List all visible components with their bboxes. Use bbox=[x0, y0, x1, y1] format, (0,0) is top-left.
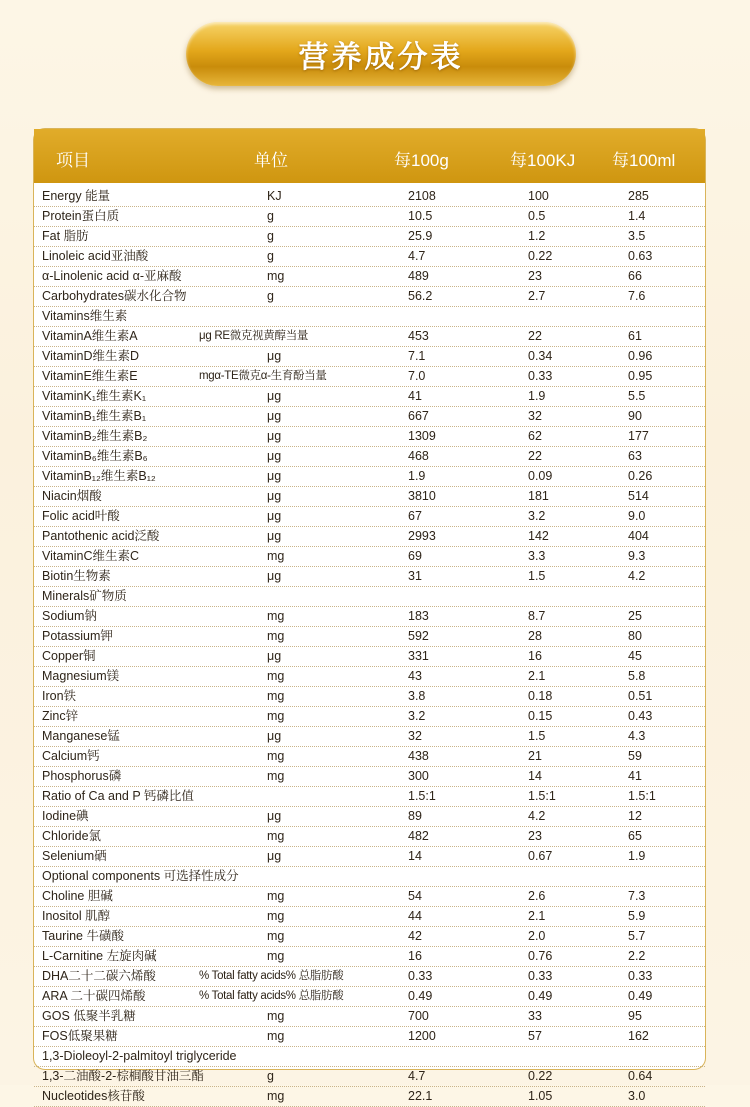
row-name: Zinc锌 bbox=[42, 709, 79, 723]
row-per-100g: 31 bbox=[408, 569, 422, 583]
row-per-100g: 331 bbox=[408, 649, 429, 663]
row-per-100g: 44 bbox=[408, 909, 422, 923]
row-name: ARA 二十碳四烯酸 bbox=[42, 989, 146, 1003]
row-name: VitaminK₁维生素K₁ bbox=[42, 389, 147, 403]
row-unit: mgα-TE微克α-生育酚当量 bbox=[199, 370, 327, 382]
row-per-100g: 2108 bbox=[408, 189, 436, 203]
row-unit: μg bbox=[267, 509, 282, 523]
row-per-100g: 41 bbox=[408, 389, 422, 403]
row-per-100kj: 181 bbox=[528, 489, 549, 503]
table-row bbox=[34, 907, 705, 927]
row-per-100ml: 3.5 bbox=[628, 229, 646, 243]
row-name: Phosphorus磷 bbox=[42, 769, 122, 783]
row-per-100g: 667 bbox=[408, 409, 429, 423]
row-per-100ml: 1.9 bbox=[628, 849, 646, 863]
row-per-100kj: 1.9 bbox=[528, 389, 546, 403]
row-name: Choline 胆碱 bbox=[42, 889, 113, 903]
row-per-100ml: 95 bbox=[628, 1009, 642, 1023]
row-name: α-Linolenic acid α-亚麻酸 bbox=[42, 269, 182, 283]
row-per-100ml: 285 bbox=[628, 189, 649, 203]
row-unit: μg RE微克视黄醇当量 bbox=[199, 330, 309, 342]
row-per-100g: 1.5:1 bbox=[408, 789, 436, 803]
row-unit: mg bbox=[267, 1089, 285, 1103]
row-name: 1,3-Dioleoyl-2-palmitoyl triglyceride bbox=[42, 1049, 237, 1063]
row-per-100g: 468 bbox=[408, 449, 429, 463]
table-row bbox=[34, 247, 705, 267]
row-per-100kj: 0.5 bbox=[528, 209, 546, 223]
row-per-100g: 3.8 bbox=[408, 689, 426, 703]
row-per-100g: 3.2 bbox=[408, 709, 426, 723]
row-per-100kj: 1.5 bbox=[528, 569, 546, 583]
table-row bbox=[34, 927, 705, 947]
table-row bbox=[34, 867, 705, 887]
header-unit: 单位 bbox=[254, 151, 288, 170]
row-per-100ml: 5.8 bbox=[628, 669, 646, 683]
row-per-100kj: 4.2 bbox=[528, 809, 546, 823]
row-per-100kj: 0.33 bbox=[528, 969, 553, 983]
row-per-100kj: 33 bbox=[528, 1009, 542, 1023]
row-per-100kj: 22 bbox=[528, 449, 542, 463]
table-row bbox=[34, 747, 705, 767]
row-per-100ml: 4.3 bbox=[628, 729, 646, 743]
row-per-100g: 4.7 bbox=[408, 249, 426, 263]
row-per-100kj: 2.0 bbox=[528, 929, 546, 943]
header-per-100kj: 每100KJ bbox=[510, 151, 576, 170]
row-name: Niacin烟酸 bbox=[42, 489, 102, 503]
row-per-100ml: 2.2 bbox=[628, 949, 646, 963]
row-name: Nucleotides核苷酸 bbox=[42, 1089, 145, 1103]
header-per-100g: 每100g bbox=[394, 151, 449, 170]
row-per-100kj: 3.2 bbox=[528, 509, 546, 523]
page-title: 营养成分表 bbox=[298, 41, 464, 74]
row-per-100kj: 2.7 bbox=[528, 289, 546, 303]
table-row bbox=[34, 727, 705, 747]
table-row bbox=[34, 507, 705, 527]
row-per-100g: 89 bbox=[408, 809, 422, 823]
row-per-100g: 2993 bbox=[408, 529, 436, 543]
row-name: VitaminA维生素A bbox=[42, 329, 138, 343]
row-per-100ml: 5.7 bbox=[628, 929, 646, 943]
table-row bbox=[34, 447, 705, 467]
table-row bbox=[34, 767, 705, 787]
table-row bbox=[34, 627, 705, 647]
row-name: Magnesium镁 bbox=[42, 669, 120, 683]
row-per-100g: 4.7 bbox=[408, 1069, 426, 1083]
row-per-100kj: 0.76 bbox=[528, 949, 553, 963]
row-per-100ml: 12 bbox=[628, 809, 642, 823]
table-row bbox=[34, 607, 705, 627]
row-name: VitaminB₆维生素B₆ bbox=[42, 449, 148, 463]
row-unit: μg bbox=[267, 409, 282, 423]
table-row bbox=[34, 467, 705, 487]
row-per-100ml: 7.3 bbox=[628, 889, 646, 903]
table-row bbox=[34, 847, 705, 867]
row-per-100kj: 1.05 bbox=[528, 1089, 553, 1103]
row-per-100kj: 22 bbox=[528, 329, 542, 343]
row-per-100kj: 0.09 bbox=[528, 469, 553, 483]
row-per-100kj: 1.5:1 bbox=[528, 789, 556, 803]
row-per-100kj: 2.6 bbox=[528, 889, 546, 903]
row-name: VitaminB₁₂维生素B₁₂ bbox=[42, 469, 156, 483]
row-unit: μg bbox=[267, 429, 282, 443]
row-per-100g: 0.33 bbox=[408, 969, 433, 983]
row-per-100g: 42 bbox=[408, 929, 422, 943]
row-per-100kj: 2.1 bbox=[528, 909, 546, 923]
row-name: Calcium钙 bbox=[42, 749, 100, 763]
table-row bbox=[34, 407, 705, 427]
header-per-100ml: 每100ml bbox=[612, 151, 676, 170]
row-name: Selenium硒 bbox=[42, 849, 107, 863]
row-per-100ml: 65 bbox=[628, 829, 642, 843]
row-per-100ml: 1.5:1 bbox=[628, 789, 656, 803]
row-per-100ml: 80 bbox=[628, 629, 642, 643]
row-unit: mg bbox=[267, 609, 285, 623]
row-unit: mg bbox=[267, 269, 285, 283]
row-per-100kj: 100 bbox=[528, 189, 549, 203]
row-unit: mg bbox=[267, 929, 285, 943]
row-name: Iodine碘 bbox=[42, 809, 89, 823]
row-per-100g: 3810 bbox=[408, 489, 436, 503]
row-unit: g bbox=[267, 229, 274, 243]
row-per-100ml: 0.96 bbox=[628, 349, 653, 363]
row-unit: μg bbox=[267, 529, 282, 543]
row-per-100ml: 0.64 bbox=[628, 1069, 653, 1083]
row-unit: mg bbox=[267, 769, 285, 783]
table-row bbox=[34, 707, 705, 727]
header-item: 项目 bbox=[56, 151, 90, 170]
row-name: Vitamins维生素 bbox=[42, 309, 128, 323]
row-per-100kj: 0.18 bbox=[528, 689, 553, 703]
row-per-100ml: 0.26 bbox=[628, 469, 653, 483]
table-header bbox=[34, 129, 705, 183]
row-unit: μg bbox=[267, 849, 282, 863]
row-per-100g: 1.9 bbox=[408, 469, 426, 483]
row-name: Taurine 牛磺酸 bbox=[42, 929, 124, 943]
row-per-100kj: 8.7 bbox=[528, 609, 546, 623]
row-name: Optional components 可选择性成分 bbox=[42, 869, 239, 883]
row-per-100kj: 28 bbox=[528, 629, 542, 643]
row-unit: μg bbox=[267, 809, 282, 823]
table-row bbox=[34, 1007, 705, 1027]
table-row bbox=[34, 587, 705, 607]
row-unit: mg bbox=[267, 689, 285, 703]
table-row bbox=[34, 227, 705, 247]
row-per-100g: 43 bbox=[408, 669, 422, 683]
row-unit: % Total fatty acids% 总脂肪酸 bbox=[199, 990, 344, 1002]
row-unit: mg bbox=[267, 949, 285, 963]
row-per-100g: 54 bbox=[408, 889, 422, 903]
row-per-100g: 592 bbox=[408, 629, 429, 643]
row-per-100ml: 0.63 bbox=[628, 249, 653, 263]
row-name: VitaminB₂维生素B₂ bbox=[42, 429, 148, 443]
row-name: VitaminD维生素D bbox=[42, 349, 140, 363]
row-unit: μg bbox=[267, 449, 282, 463]
row-unit: mg bbox=[267, 629, 285, 643]
row-name: VitaminE维生素E bbox=[42, 369, 138, 383]
row-per-100g: 69 bbox=[408, 549, 422, 563]
table-row bbox=[34, 947, 705, 967]
row-per-100ml: 4.2 bbox=[628, 569, 646, 583]
row-name: VitaminB₁维生素B₁ bbox=[42, 409, 147, 423]
row-unit: mg bbox=[267, 829, 285, 843]
table-body bbox=[34, 183, 705, 1107]
row-per-100ml: 5.5 bbox=[628, 389, 646, 403]
row-unit: % Total fatty acids% 总脂肪酸 bbox=[199, 970, 344, 982]
row-name: Manganese锰 bbox=[42, 729, 120, 743]
row-unit: mg bbox=[267, 889, 285, 903]
row-name: Biotin生物素 bbox=[42, 569, 111, 583]
table-row bbox=[34, 267, 705, 287]
row-per-100g: 22.1 bbox=[408, 1089, 433, 1103]
row-per-100g: 482 bbox=[408, 829, 429, 843]
table-row bbox=[34, 887, 705, 907]
row-per-100g: 56.2 bbox=[408, 289, 433, 303]
row-per-100ml: 404 bbox=[628, 529, 649, 543]
row-per-100ml: 0.33 bbox=[628, 969, 653, 983]
row-name: L-Carnitine 左旋肉碱 bbox=[42, 949, 157, 963]
row-per-100kj: 2.1 bbox=[528, 669, 546, 683]
row-per-100g: 32 bbox=[408, 729, 422, 743]
table-row bbox=[34, 1027, 705, 1047]
row-unit: g bbox=[267, 289, 274, 303]
row-unit: g bbox=[267, 249, 274, 263]
row-unit: μg bbox=[267, 389, 282, 403]
row-per-100kj: 21 bbox=[528, 749, 542, 763]
row-per-100kj: 0.49 bbox=[528, 989, 553, 1003]
row-per-100g: 183 bbox=[408, 609, 429, 623]
table-row bbox=[34, 387, 705, 407]
row-name: Fat 脂肪 bbox=[42, 229, 89, 243]
row-per-100ml: 0.95 bbox=[628, 369, 653, 383]
row-per-100g: 10.5 bbox=[408, 209, 433, 223]
row-name: FOS低聚果糖 bbox=[42, 1029, 118, 1043]
row-per-100g: 14 bbox=[408, 849, 422, 863]
row-name: Protein蛋白质 bbox=[42, 209, 120, 223]
row-per-100ml: 0.51 bbox=[628, 689, 653, 703]
row-per-100kj: 16 bbox=[528, 649, 542, 663]
row-per-100ml: 162 bbox=[628, 1029, 649, 1043]
row-unit: μg bbox=[267, 469, 282, 483]
table-row bbox=[34, 787, 705, 807]
row-per-100kj: 62 bbox=[528, 429, 542, 443]
table-row bbox=[34, 567, 705, 587]
row-per-100ml: 63 bbox=[628, 449, 642, 463]
table-row bbox=[34, 687, 705, 707]
row-per-100kj: 3.3 bbox=[528, 549, 546, 563]
row-per-100g: 1200 bbox=[408, 1029, 436, 1043]
row-per-100ml: 66 bbox=[628, 269, 642, 283]
row-per-100g: 0.49 bbox=[408, 989, 433, 1003]
title-banner bbox=[186, 22, 576, 86]
row-name: Inositol 肌醇 bbox=[42, 909, 111, 923]
row-name: Sodium钠 bbox=[42, 609, 97, 623]
row-per-100kj: 32 bbox=[528, 409, 542, 423]
table-row bbox=[34, 967, 705, 987]
table-row bbox=[34, 427, 705, 447]
row-name: Folic acid叶酸 bbox=[42, 509, 120, 523]
table-row bbox=[34, 1087, 705, 1107]
table-row bbox=[34, 327, 705, 347]
row-name: Carbohydrates碳水化合物 bbox=[42, 289, 187, 303]
title-pill bbox=[186, 22, 576, 86]
row-unit: μg bbox=[267, 649, 282, 663]
table-row bbox=[34, 827, 705, 847]
row-unit: mg bbox=[267, 909, 285, 923]
table-row bbox=[34, 527, 705, 547]
table-row bbox=[34, 367, 705, 387]
row-per-100kj: 14 bbox=[528, 769, 542, 783]
row-unit: μg bbox=[267, 489, 282, 503]
row-unit: mg bbox=[267, 549, 285, 563]
row-unit: μg bbox=[267, 729, 282, 743]
row-per-100kj: 0.67 bbox=[528, 849, 553, 863]
row-name: Linoleic acid亚油酸 bbox=[42, 249, 149, 263]
row-per-100g: 1309 bbox=[408, 429, 436, 443]
row-name: GOS 低聚半乳糖 bbox=[42, 1009, 136, 1023]
row-per-100ml: 9.3 bbox=[628, 549, 646, 563]
row-unit: μg bbox=[267, 349, 282, 363]
row-name: DHA二十二碳六烯酸 bbox=[42, 969, 156, 983]
nutrition-table bbox=[33, 128, 706, 1103]
row-per-100g: 25.9 bbox=[408, 229, 433, 243]
row-per-100g: 489 bbox=[408, 269, 429, 283]
row-unit: mg bbox=[267, 749, 285, 763]
row-per-100kj: 23 bbox=[528, 829, 542, 843]
table-row bbox=[34, 987, 705, 1007]
row-name: Copper铜 bbox=[42, 649, 96, 663]
row-per-100ml: 1.4 bbox=[628, 209, 646, 223]
table-row bbox=[34, 647, 705, 667]
row-unit: g bbox=[267, 209, 274, 223]
row-per-100ml: 3.0 bbox=[628, 1089, 646, 1103]
row-per-100ml: 25 bbox=[628, 609, 642, 623]
row-per-100ml: 0.43 bbox=[628, 709, 653, 723]
row-per-100g: 67 bbox=[408, 509, 422, 523]
table-row bbox=[34, 207, 705, 227]
row-name: Iron铁 bbox=[42, 689, 77, 703]
row-per-100ml: 9.0 bbox=[628, 509, 646, 523]
row-per-100ml: 90 bbox=[628, 409, 642, 423]
row-per-100g: 300 bbox=[408, 769, 429, 783]
row-per-100kj: 0.22 bbox=[528, 1069, 553, 1083]
row-unit: mg bbox=[267, 1009, 285, 1023]
row-per-100g: 7.1 bbox=[408, 349, 426, 363]
row-name: Energy 能量 bbox=[42, 189, 111, 203]
table-row bbox=[34, 287, 705, 307]
row-per-100ml: 61 bbox=[628, 329, 642, 343]
row-unit: mg bbox=[267, 669, 285, 683]
row-per-100ml: 7.6 bbox=[628, 289, 646, 303]
row-name: Ratio of Ca and P 钙磷比值 bbox=[42, 789, 194, 803]
row-per-100ml: 59 bbox=[628, 749, 642, 763]
row-per-100g: 700 bbox=[408, 1009, 429, 1023]
row-per-100kj: 0.15 bbox=[528, 709, 553, 723]
row-per-100kj: 1.2 bbox=[528, 229, 546, 243]
row-per-100g: 16 bbox=[408, 949, 422, 963]
row-per-100ml: 514 bbox=[628, 489, 649, 503]
table-row bbox=[34, 1067, 705, 1087]
row-per-100ml: 45 bbox=[628, 649, 642, 663]
row-per-100ml: 177 bbox=[628, 429, 649, 443]
table-row bbox=[34, 807, 705, 827]
table-row bbox=[34, 347, 705, 367]
row-per-100ml: 0.49 bbox=[628, 989, 653, 1003]
row-name: 1,3-二油酸-2-棕榈酸甘油三酯 bbox=[42, 1069, 204, 1083]
table-row bbox=[34, 187, 705, 207]
row-per-100g: 7.0 bbox=[408, 369, 426, 383]
row-per-100kj: 0.34 bbox=[528, 349, 553, 363]
row-unit: μg bbox=[267, 569, 282, 583]
table-row bbox=[34, 307, 705, 327]
row-per-100kj: 142 bbox=[528, 529, 549, 543]
table-row bbox=[34, 1047, 705, 1067]
row-unit: KJ bbox=[267, 189, 282, 203]
row-name: Minerals矿物质 bbox=[42, 589, 127, 603]
row-name: Potassium钾 bbox=[42, 629, 113, 643]
row-per-100g: 453 bbox=[408, 329, 429, 343]
row-name: VitaminC维生素C bbox=[42, 549, 140, 563]
row-per-100kj: 57 bbox=[528, 1029, 542, 1043]
row-unit: mg bbox=[267, 1029, 285, 1043]
row-unit: g bbox=[267, 1069, 274, 1083]
row-unit: mg bbox=[267, 709, 285, 723]
table-row bbox=[34, 547, 705, 567]
row-per-100g: 438 bbox=[408, 749, 429, 763]
row-name: Pantothenic acid泛酸 bbox=[42, 529, 160, 543]
row-per-100kj: 1.5 bbox=[528, 729, 546, 743]
table-row bbox=[34, 667, 705, 687]
row-per-100kj: 0.22 bbox=[528, 249, 553, 263]
table-row bbox=[34, 487, 705, 507]
row-name: Chloride氯 bbox=[42, 829, 102, 843]
row-per-100kj: 0.33 bbox=[528, 369, 553, 383]
row-per-100ml: 5.9 bbox=[628, 909, 646, 923]
row-per-100ml: 41 bbox=[628, 769, 642, 783]
row-per-100kj: 23 bbox=[528, 269, 542, 283]
